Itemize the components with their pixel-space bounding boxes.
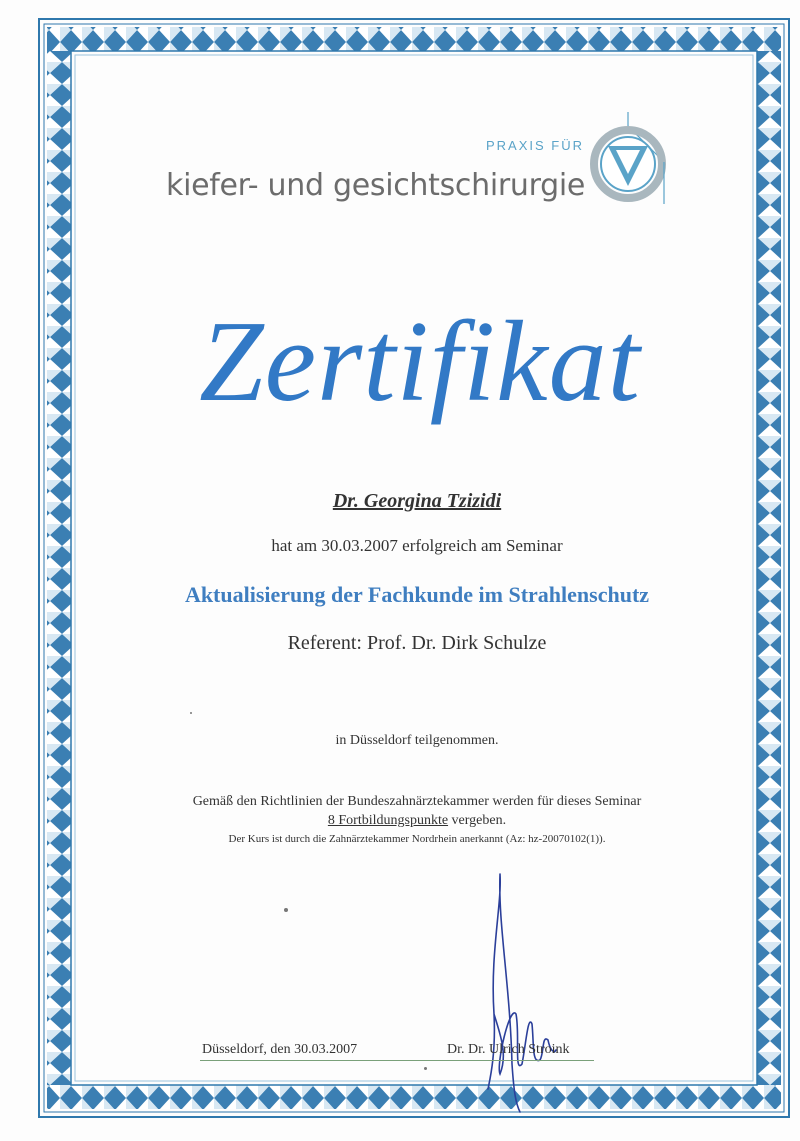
referent-line: Referent: Prof. Dr. Dirk Schulze	[287, 632, 547, 654]
certificate-title: Zertifikat	[199, 298, 641, 426]
triangle-in-circle-logo-icon	[586, 112, 668, 204]
points-suffix: vergeben.	[448, 813, 507, 828]
points-line	[60, 813, 774, 829]
scan-speck	[424, 1067, 427, 1070]
scan-speck	[284, 908, 288, 912]
logo-tagline: PRAXIS FÜR	[486, 138, 585, 153]
signature-line	[200, 1060, 594, 1061]
scan-speck	[190, 712, 192, 714]
handwritten-signature	[470, 864, 570, 1114]
accreditation-text: Der Kurs ist durch die Zahnärztekammer Nordrhein anerkannt (Az: hz-20070102(1)).	[228, 833, 606, 845]
footer-signatory: Dr. Dr. Ulrich Stroink	[447, 1042, 570, 1057]
location-line: in Düsseldorf teilgenommen.	[335, 733, 499, 748]
footer-place-date: Düsseldorf, den 30.03.2007	[202, 1042, 358, 1057]
completion-date-line: hat am 30.03.2007 erfolgreich am Seminar	[271, 536, 563, 555]
seminar-title: Aktualisierung der Fachkunde im Strahlenschutz	[184, 582, 650, 607]
recipient-name: Dr. Georgina Tzizidi	[332, 490, 502, 512]
logo-name: kiefer- und gesichtschirurgie	[166, 168, 586, 203]
guideline-text: Gemäß den Richtlinien der Bundeszahnärztekammer werden für dieses Seminar	[192, 794, 642, 809]
points-value: 8 Fortbildungspunkte	[327, 813, 449, 828]
